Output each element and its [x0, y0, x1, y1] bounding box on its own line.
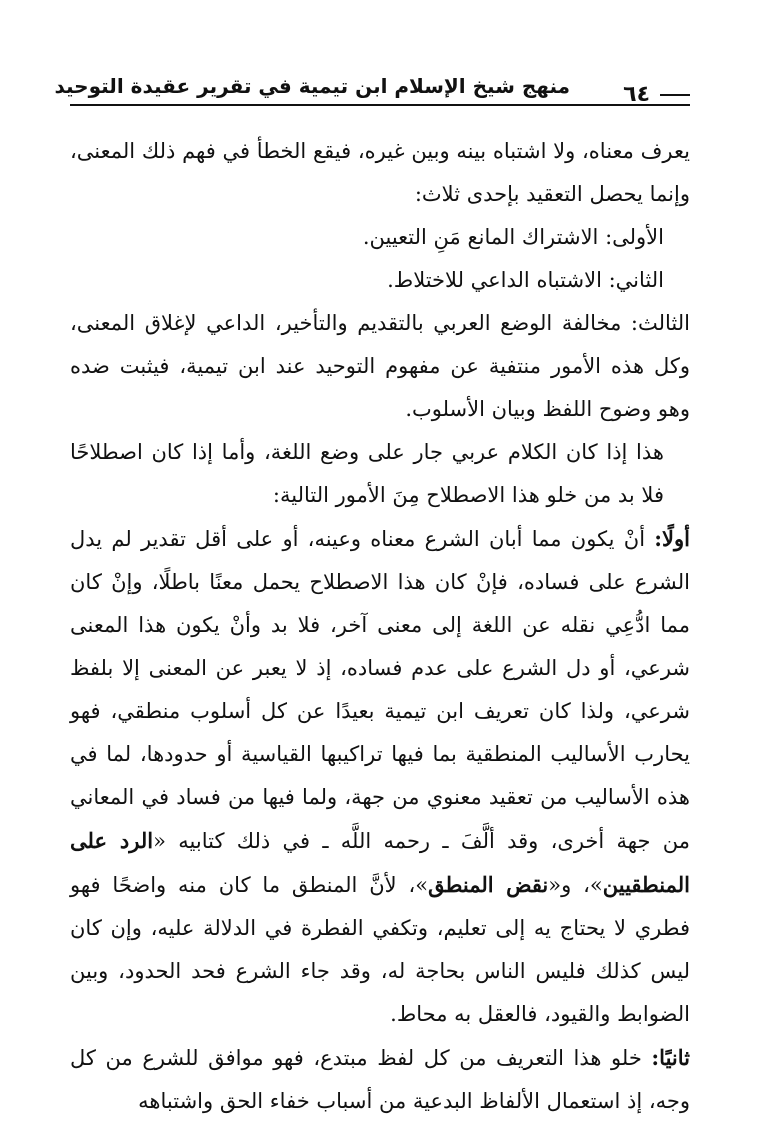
- running-title: منهج شيخ الإسلام ابن تيمية في تقرير عقيدة التوحيد: [54, 74, 570, 98]
- paragraph-continuation: يعرف معناه، ولا اشتباه بينه وبين غيره، فيقع الخطأ في فهم ذلك المعنى، وإنما يحصل التعقيد بإحدى ثلاث:: [70, 139, 690, 206]
- paragraph-third-cause: الثالث: مخالفة الوضع العربي بالتقديم والتأخير، الداعي لإغلاق المعنى، وكل هذه الأمور منتفية عن مفهوم التوحيد عند ابن تيمية، فيثبت ضده وهو وضوح اللفظ وبيان الأسلوب.: [70, 311, 690, 421]
- paragraph-second-point: [70, 1036, 690, 1123]
- paragraph-terminology: هذا إذا كان الكلام عربي جار على وضع اللغة، وأما إذا كان اصطلاحًا فلا بد من خلو هذا الاصطلاح مِنَ الأمور التالية:: [70, 440, 664, 507]
- paragraph-second-cause: الثاني: الاشتباه الداعي للاختلاط.: [387, 268, 664, 292]
- book-title-radd: الرد على المنطقيين: [70, 828, 690, 897]
- paragraph-first-point: [70, 517, 690, 1036]
- first-point-text-a: أنْ يكون مما أبان الشرع معناه وعينه، أو على أقل تقدير لم يدل الشرع على فساده، فإنْ كان هذا الاصطلاح يحمل معنًا باطلًا، وإنْ كان مما ادُّعِي نقله عن اللغة إلى معنى آخر، فلا بد وأنْ يكون هذا المعنى شرعي، أو دل الشرع على عدم فساده، إذ لا يعبر عن المعنى إلا بلفظ شرعي، ولذا كان تعريف ابن تيمية بعيدًا عن كل أسلوب منطقي، فهو يحارب الأساليب المنطقية بما فيها تراكيبها القياسية أو حدودها، لما في هذه الأساليب من تعقيد معنوي من جهة، ولما فيها من فساد في المعاني من جهة أخرى، وقد ألَّفَ ـ رحمه اللَّه ـ في ذلك كتابيه «: [70, 527, 690, 853]
- first-point-lead: أولًا:: [654, 526, 690, 551]
- page-text-body: [70, 130, 690, 1123]
- second-point-text: خلو هذا التعريف من كل لفظ مبتدع، فهو موافق للشرع من كل وجه، إذ استعمال الألفاظ البدعية من أسباب خفاء الحق واشتباهه: [70, 1046, 690, 1113]
- second-point-lead: ثانيًا:: [651, 1045, 690, 1070]
- paragraph-first-cause: الأولى: الاشتراك المانع مَنِ التعيين.: [362, 225, 664, 249]
- page-number: ٦٤: [623, 82, 650, 107]
- first-point-text-c: »، لأنَّ المنطق ما كان منه واضحًا فهو فطري لا يحتاج يه إلى تعليم، وتكفي الفطرة في الدلالة عليه، وإن كان ليس كذلك فليس الناس بحاجة له، وقد جاء الشرع فحد الحدود، وبين الضوابط والقيود، فالعقل به محاط.: [70, 873, 690, 1026]
- header-tick-rule: [660, 94, 690, 96]
- page-header: [54, 68, 690, 112]
- book-title-naqd: نقض المنطق: [428, 872, 549, 897]
- first-point-text-b: »، و«: [548, 873, 603, 897]
- header-rule: [70, 104, 690, 106]
